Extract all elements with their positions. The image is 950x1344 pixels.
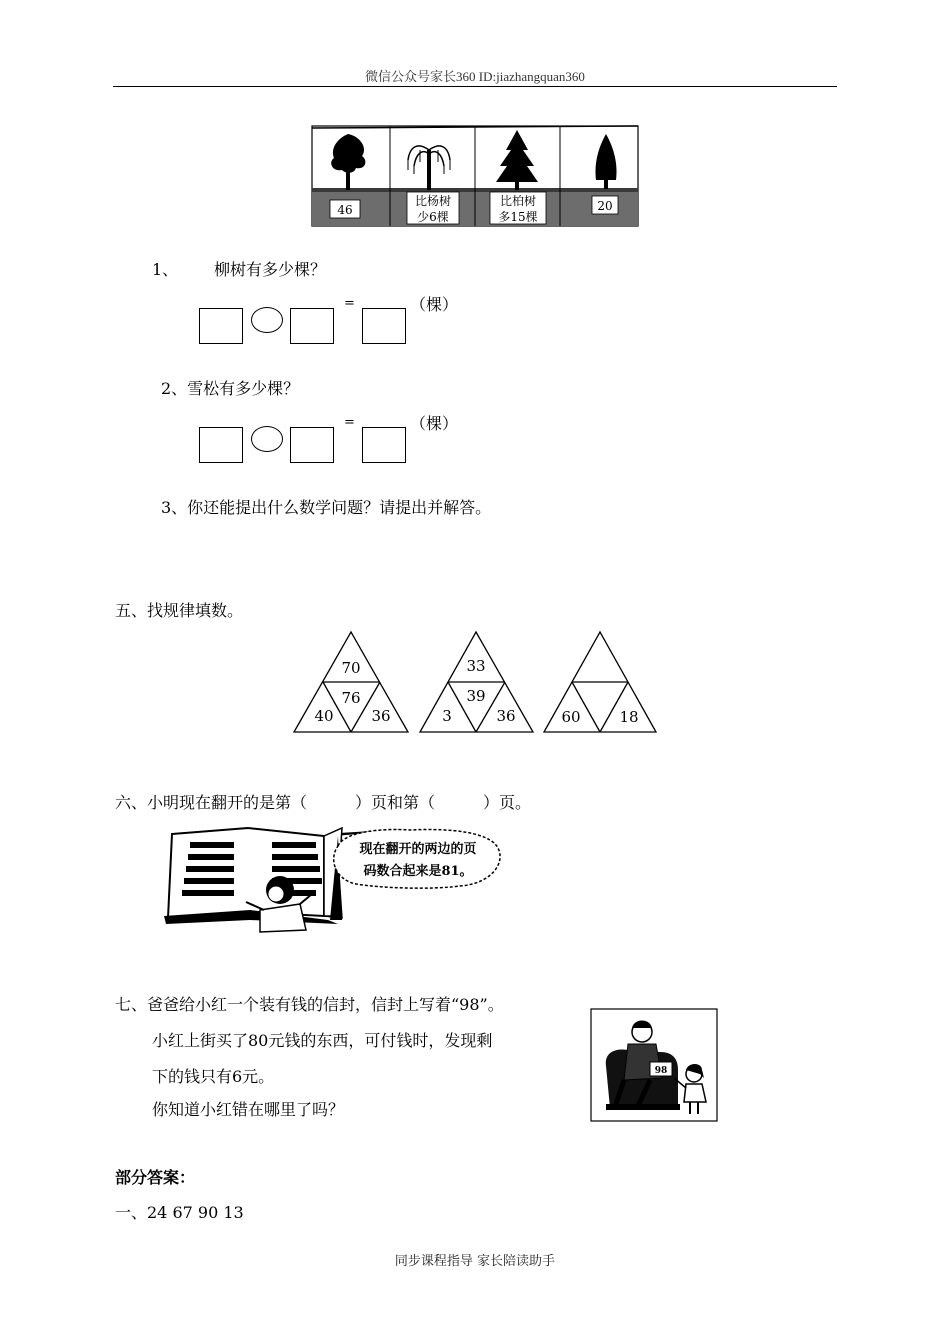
q3-text: 3、你还能提出什么数学问题？请提出并解答。	[161, 498, 492, 517]
q1-operator-oval[interactable]	[251, 307, 283, 333]
q2-text: 2、雪松有多少棵？	[161, 379, 300, 398]
q1-number: 1、	[152, 260, 179, 279]
answers-title: 部分答案：	[115, 1168, 196, 1187]
triangle-1-left: 40	[314, 707, 334, 725]
q2-answer-box-1[interactable]	[199, 427, 243, 463]
bubble-text-line1: 现在翻开的两边的页	[359, 842, 477, 857]
bubble-text-line2: 码数合起来是81。	[363, 864, 473, 879]
triangle-1-right: 36	[371, 707, 391, 725]
section7-line4: 你知道小红错在哪里了吗？	[152, 1100, 345, 1119]
section7-line2: 小红上街买了80元钱的东西，可付钱时，发现剩	[152, 1031, 493, 1050]
header-divider	[113, 86, 837, 87]
q1-result-box[interactable]	[362, 308, 406, 344]
section7-line3: 下的钱只有6元。	[152, 1067, 275, 1086]
willow-label-line1: 比杨树	[414, 194, 452, 208]
cypress-label-line2: 多15棵	[498, 210, 538, 224]
q2-unit: （棵）	[410, 414, 459, 433]
number-triangle-1	[294, 632, 408, 732]
triangle-2-middle: 39	[466, 687, 486, 705]
envelope-label: 98	[654, 1066, 668, 1076]
triangle-1-middle: 76	[341, 689, 361, 707]
tree-illustration	[310, 124, 640, 230]
q2-equals-sign: =	[344, 415, 355, 430]
q1-text: 柳树有多少棵？	[214, 260, 327, 279]
poplar-count-label: 46	[337, 203, 353, 217]
page-footer: 同步课程指导 家长陪读助手	[394, 1254, 556, 1269]
q1-equals-sign: =	[344, 296, 355, 311]
triangle-1-top: 70	[341, 659, 361, 677]
q1-unit: （棵）	[410, 295, 459, 314]
triangle-2-left: 3	[442, 707, 452, 725]
q2-operator-oval[interactable]	[251, 426, 283, 452]
number-triangles	[290, 628, 665, 736]
triangle-2-top: 33	[466, 657, 486, 675]
q2-answer-box-2[interactable]	[290, 427, 334, 463]
q1-answer-box-1[interactable]	[199, 308, 243, 344]
triangle-2-right: 36	[496, 707, 516, 725]
answers-line1: 一、24 67 90 13	[115, 1203, 244, 1222]
willow-label-line2: 少6棵	[417, 210, 449, 224]
section7-line1: 七、爸爸给小红一个装有钱的信封，信封上写着“98”。	[115, 995, 504, 1014]
father-daughter-illustration	[590, 1008, 718, 1122]
cedar-count-label: 20	[597, 199, 613, 213]
q1-answer-box-2[interactable]	[290, 308, 334, 344]
triangle-3-left: 60	[561, 708, 581, 726]
triangle-3-right: 18	[619, 708, 639, 726]
cypress-label-line1: 比柏树	[499, 194, 537, 208]
q2-result-box[interactable]	[362, 427, 406, 463]
number-triangle-2	[420, 632, 533, 732]
page-header: 微信公众号家长360 ID:jiazhangquan360	[365, 69, 585, 84]
section6-title: 六、小明现在翻开的是第（ ）页和第（ ）页。	[115, 793, 532, 812]
open-book-illustration	[160, 820, 510, 936]
section5-title: 五、找规律填数。	[115, 601, 244, 620]
speech-bubble	[334, 830, 500, 889]
